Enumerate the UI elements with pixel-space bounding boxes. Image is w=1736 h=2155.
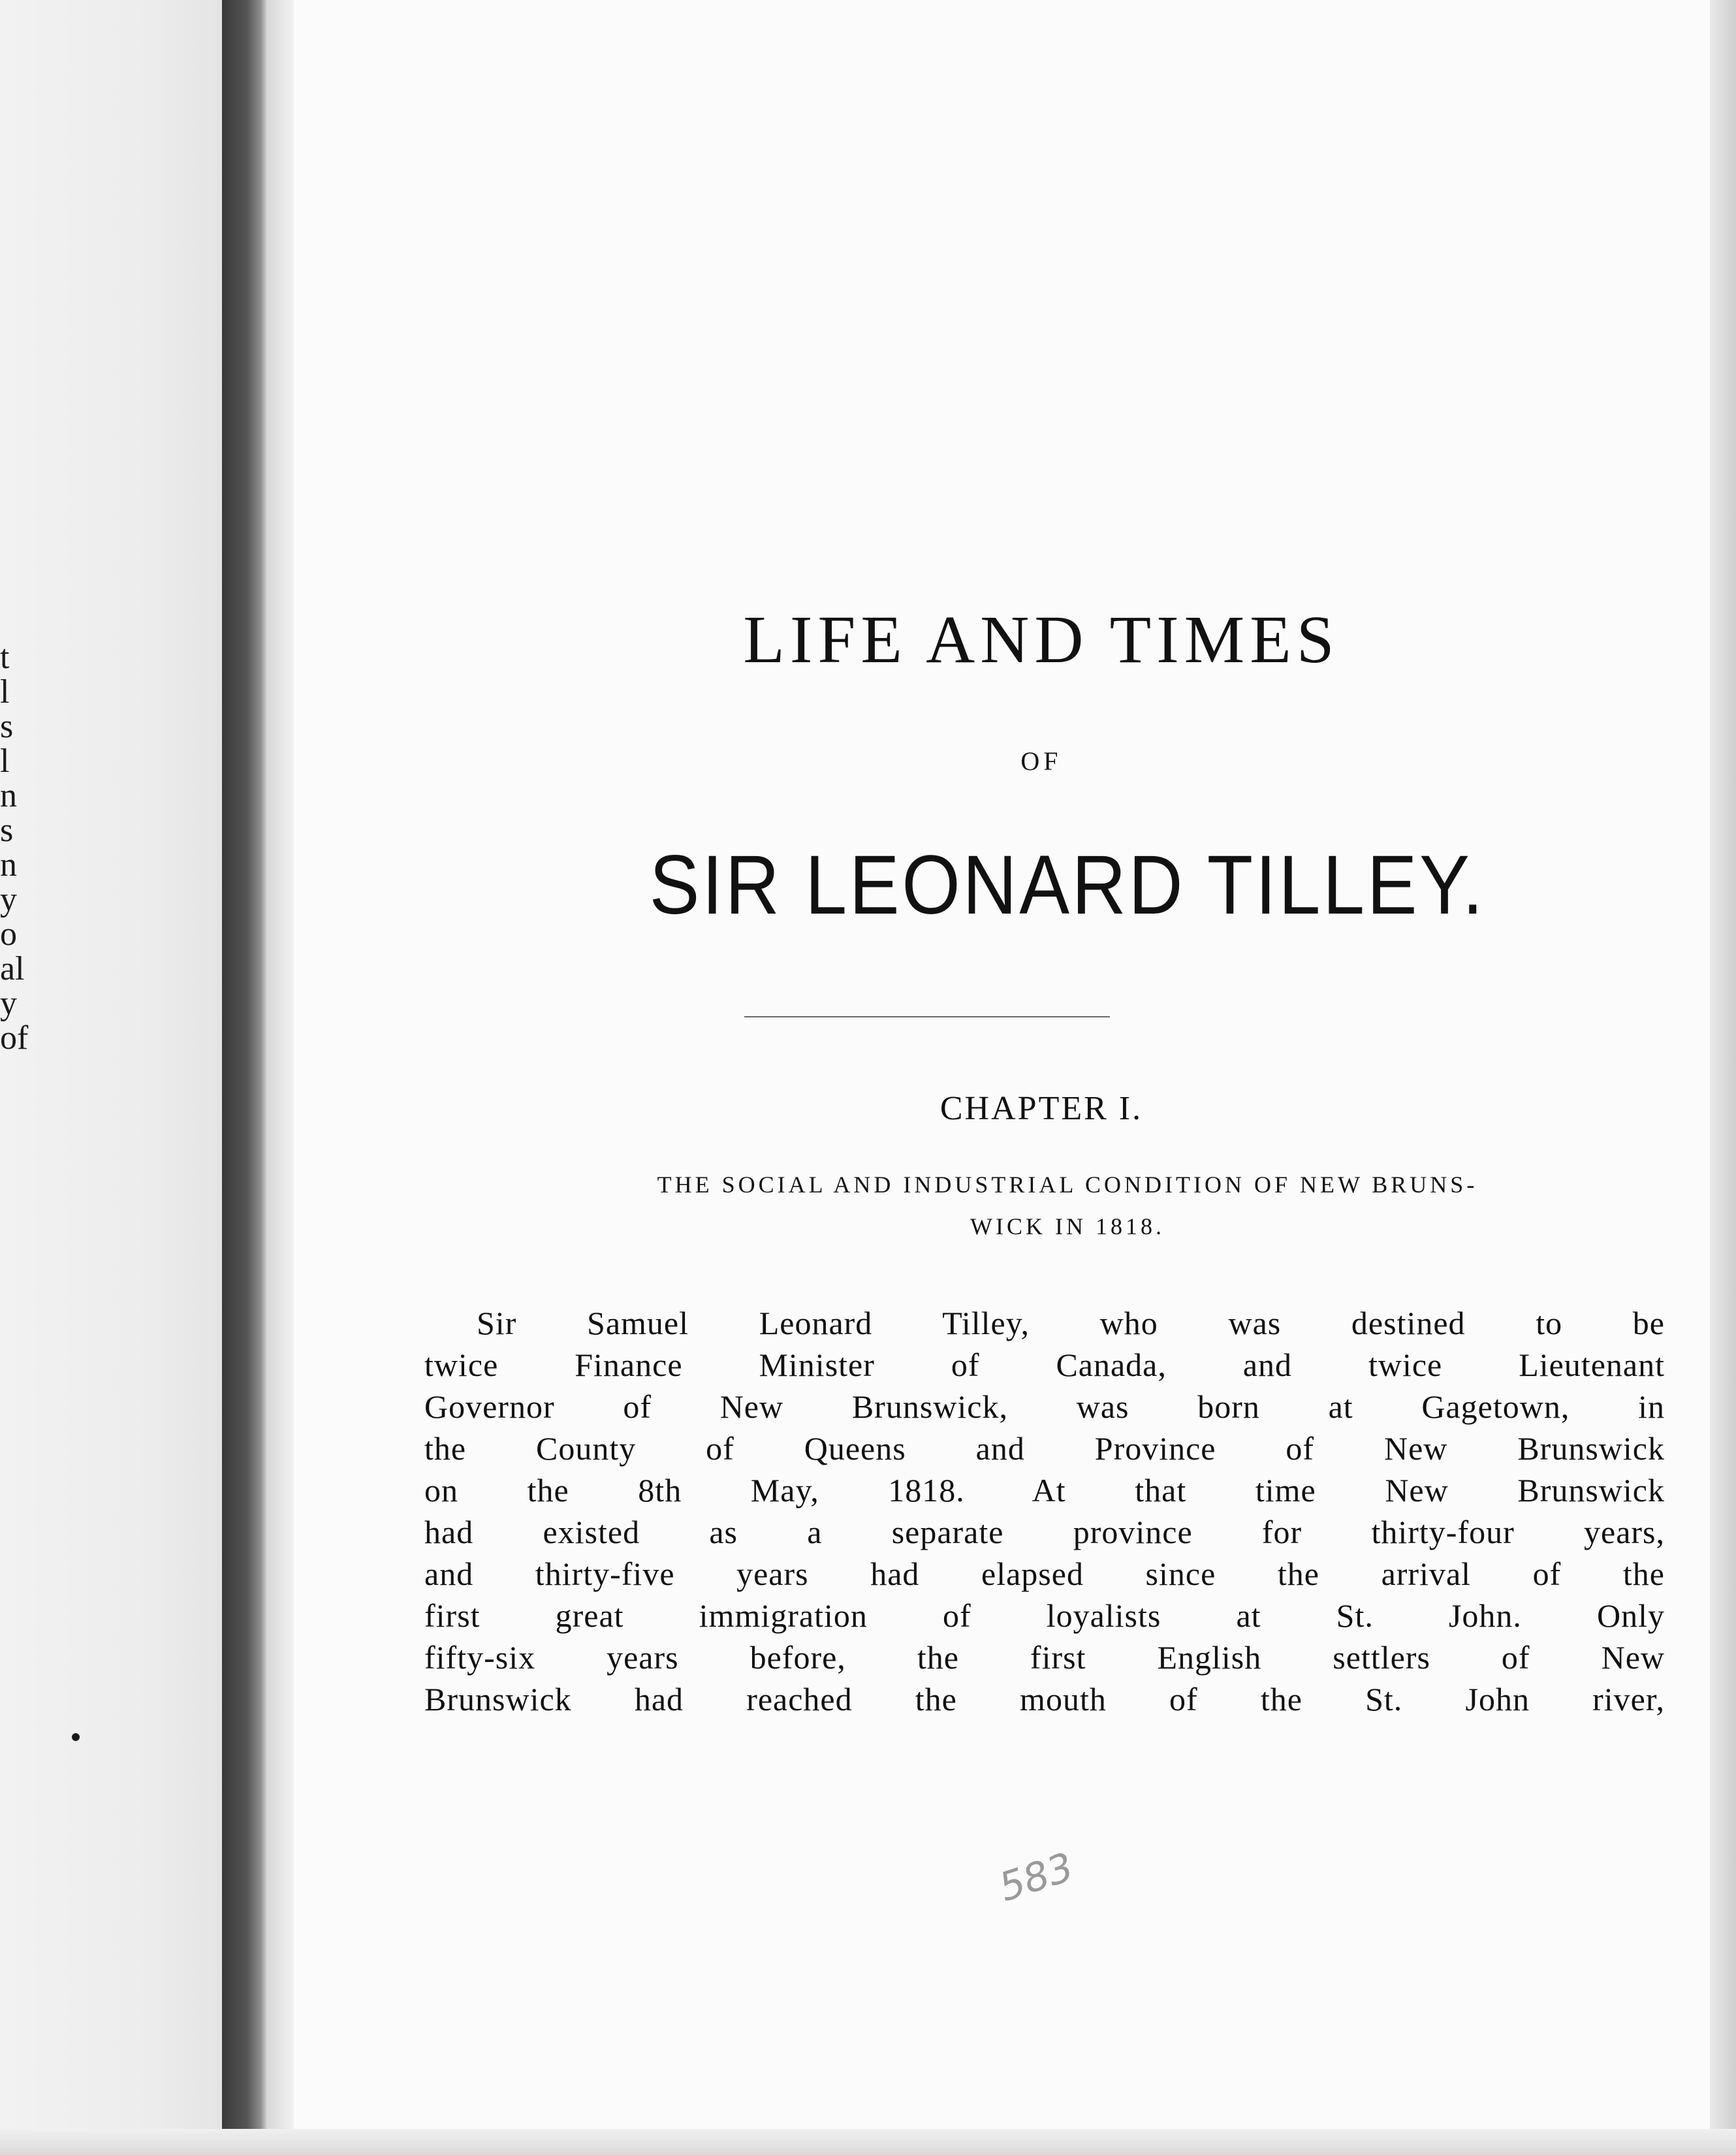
chapter-heading: CHAPTER I.	[939, 1090, 1143, 1127]
body-line: had existed as a separate province for thirty-four years,	[424, 1514, 1665, 1550]
body-line: on the 8th May, 1818. At that time New Brunswick	[424, 1472, 1665, 1508]
body-line: fifty-six years before, the first English settlers of New	[424, 1639, 1665, 1676]
pencil-annotation: 583	[993, 1844, 1079, 1911]
body-line: Sir Samuel Leonard Tilley, who was destined to be	[477, 1305, 1665, 1341]
fragment: o	[0, 916, 17, 953]
right-page	[294, 0, 1711, 2129]
body-line: and thirty-five years had elapsed since the arrival of the	[424, 1556, 1665, 1592]
fragment: of	[0, 1019, 29, 1057]
book-title-line-2: SIR LEONARD TILLEY.	[649, 838, 1486, 932]
fragment: n	[0, 846, 17, 884]
body-line: the County of Queens and Province of New Brunswick	[424, 1430, 1665, 1467]
title-divider-rule	[744, 1016, 1110, 1017]
chapter-subtitle-line-2: WICK IN 1818.	[970, 1213, 1165, 1239]
body-line: first great immigration of loyalists at St. John. Only	[424, 1597, 1665, 1634]
book-gutter	[222, 0, 268, 2155]
chapter-subtitle	[444, 1164, 1691, 1247]
bottom-page-edge	[0, 2129, 1736, 2155]
fragment: t	[0, 639, 10, 676]
left-page-text-fragments	[0, 639, 29, 1057]
fragment: s	[0, 812, 14, 849]
body-line: twice Finance Minister of Canada, and twice Lieutenant	[424, 1347, 1665, 1383]
fragment: n	[0, 777, 17, 814]
fragment: l	[0, 673, 10, 710]
gutter-highlight	[268, 0, 294, 2155]
book-title-of: OF	[1020, 746, 1062, 776]
right-page-edge	[1710, 0, 1736, 2155]
book-title-line-1: LIFE AND TIMES	[743, 602, 1340, 677]
body-paragraph	[424, 1302, 1665, 1720]
fragment: s	[0, 708, 14, 745]
body-line: Brunswick had reached the mouth of the St. John river,	[424, 1681, 1665, 1717]
body-line: Governor of New Brunswick, was born at Gagetown, in	[424, 1388, 1665, 1425]
fragment: l	[0, 742, 10, 780]
fragment: y	[0, 881, 17, 918]
fragment: al	[0, 950, 25, 987]
ink-dot	[72, 1733, 80, 1741]
fragment: y	[0, 985, 17, 1022]
chapter-subtitle-line-1: THE SOCIAL AND INDUSTRIAL CONDITION OF NEW BRUNS-	[657, 1172, 1478, 1198]
left-page-edge	[0, 0, 222, 2155]
